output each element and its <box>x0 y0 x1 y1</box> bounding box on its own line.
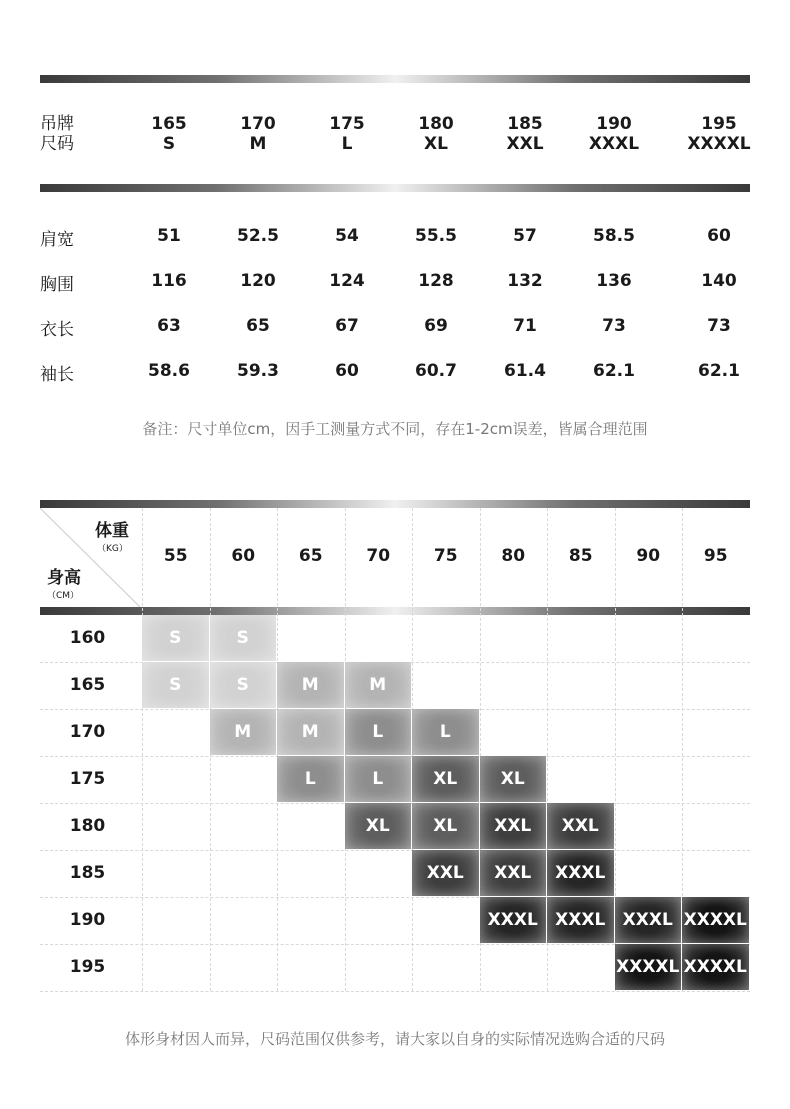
tag-size: XXXXL <box>687 134 751 154</box>
measurement-value: 140 <box>701 271 737 291</box>
weight-column-header: 75 <box>433 546 458 566</box>
weight-unit: （KG） <box>97 544 128 554</box>
height-unit: （CM） <box>47 591 80 601</box>
measurement-note: 备注：尺寸单位cm，因手工测量方式不同，存在1-2cm误差，皆属合理范围 <box>142 420 648 438</box>
size-cell: S <box>210 662 277 708</box>
measurement-value: 67 <box>335 316 359 336</box>
weight-column-header: 95 <box>703 546 728 566</box>
size-cell: M <box>277 709 344 755</box>
weight-column-header: 85 <box>568 546 593 566</box>
size-column-header <box>687 114 750 154</box>
measurement-value: 128 <box>418 271 454 291</box>
weight-column-header: 70 <box>366 546 391 566</box>
size-column-header <box>240 114 276 154</box>
grid-top-divider <box>40 500 750 508</box>
size-cell: M <box>210 709 277 755</box>
measurement-value: 124 <box>329 271 365 291</box>
measurement-label: 衣长 <box>40 320 74 340</box>
tag-size: XXXL <box>588 134 640 154</box>
footer-note: 体形身材因人而异，尺码范围仅供参考，请大家以自身的实际情况选购合适的尺码 <box>124 1030 665 1048</box>
measurement-value: 62.1 <box>593 361 635 381</box>
height-row-label: 175 <box>69 769 106 789</box>
tag-size: M <box>249 134 267 154</box>
size-cell: S <box>210 615 277 661</box>
size-cell: XXXL <box>480 897 547 943</box>
height-row-label: 195 <box>69 957 106 977</box>
header-label-size: 尺码 <box>40 134 74 154</box>
top-divider <box>40 75 750 83</box>
grid-header-divider <box>40 607 750 615</box>
height-header <box>47 563 97 601</box>
height-row-label: 160 <box>69 628 106 648</box>
grid-hline <box>40 991 750 992</box>
size-cell: S <box>142 662 209 708</box>
measurement-value: 65 <box>246 316 270 336</box>
height-row-label: 165 <box>69 675 106 695</box>
height-row-label: 190 <box>69 910 106 930</box>
measurement-value: 54 <box>335 226 359 246</box>
measurement-value: 136 <box>596 271 632 291</box>
weight-label: 体重 <box>95 521 129 541</box>
measurement-value: 132 <box>507 271 543 291</box>
size-cell: L <box>412 709 479 755</box>
measurement-value: 71 <box>513 316 537 336</box>
tag-height: 185 <box>507 114 543 134</box>
size-cell: XXXL <box>547 897 614 943</box>
size-cell: XXXXL <box>615 944 682 990</box>
tag-size: XXL <box>506 134 544 154</box>
weight-column-header: 55 <box>163 546 188 566</box>
size-cell: L <box>345 756 412 802</box>
size-cell: XXL <box>412 850 479 896</box>
size-cell: XXXL <box>547 850 614 896</box>
measurement-value: 60.7 <box>415 361 457 381</box>
height-row-label: 185 <box>69 863 106 883</box>
measurement-value: 51 <box>157 226 181 246</box>
size-column-header <box>151 114 187 154</box>
size-cell: XXXL <box>615 897 682 943</box>
measurement-value: 57 <box>513 226 537 246</box>
measurement-label: 胸围 <box>40 275 74 295</box>
measurement-value: 69 <box>424 316 448 336</box>
measurement-label: 袖长 <box>40 365 74 385</box>
measurement-value: 60 <box>707 226 731 246</box>
measurement-value: 52.5 <box>237 226 279 246</box>
weight-header <box>95 516 135 554</box>
grid-hline <box>40 850 750 851</box>
size-column-header <box>589 114 639 154</box>
size-column-header <box>506 114 543 154</box>
tag-height: 175 <box>329 114 365 134</box>
measurement-value: 62.1 <box>698 361 740 381</box>
measurement-value: 116 <box>151 271 187 291</box>
measurement-value: 59.3 <box>237 361 279 381</box>
measurement-value: 55.5 <box>415 226 457 246</box>
measurement-value: 73 <box>707 316 731 336</box>
header-label-tag: 吊牌 <box>40 114 74 134</box>
weight-column-header: 65 <box>298 546 323 566</box>
header-label <box>40 114 74 154</box>
measurement-value: 63 <box>157 316 181 336</box>
size-column-header <box>418 114 454 154</box>
size-cell: XXL <box>480 850 547 896</box>
measurement-value: 58.6 <box>148 361 190 381</box>
tag-height: 180 <box>418 114 454 134</box>
size-cell: XL <box>480 756 547 802</box>
size-cell: XL <box>412 803 479 849</box>
size-cell: L <box>277 756 344 802</box>
tag-height: 190 <box>596 114 632 134</box>
weight-column-header: 60 <box>231 546 256 566</box>
header-divider <box>40 184 750 192</box>
height-row-label: 170 <box>69 722 106 742</box>
measurement-value: 73 <box>602 316 626 336</box>
tag-size: S <box>162 134 176 154</box>
measurement-value: 60 <box>335 361 359 381</box>
size-cell: S <box>142 615 209 661</box>
tag-height: 195 <box>701 114 737 134</box>
grid-vline <box>142 508 143 991</box>
size-column-header <box>329 114 365 154</box>
size-cell: XXXXL <box>682 944 749 990</box>
size-cell: L <box>345 709 412 755</box>
size-cell: XXL <box>547 803 614 849</box>
size-cell: M <box>277 662 344 708</box>
measurement-value: 120 <box>240 271 276 291</box>
weight-column-header: 80 <box>501 546 526 566</box>
height-label: 身高 <box>47 568 81 588</box>
size-cell: XL <box>345 803 412 849</box>
tag-size: XL <box>424 134 448 154</box>
height-row-label: 180 <box>69 816 106 836</box>
tag-size: L <box>341 134 353 154</box>
weight-column-header: 90 <box>636 546 661 566</box>
tag-height: 170 <box>240 114 276 134</box>
measurement-value: 61.4 <box>504 361 546 381</box>
tag-height: 165 <box>151 114 187 134</box>
size-cell: XL <box>412 756 479 802</box>
measurement-label: 肩宽 <box>40 230 74 250</box>
measurement-value: 58.5 <box>593 226 635 246</box>
size-cell: XXL <box>480 803 547 849</box>
size-cell: M <box>345 662 412 708</box>
size-cell: XXXXL <box>682 897 749 943</box>
